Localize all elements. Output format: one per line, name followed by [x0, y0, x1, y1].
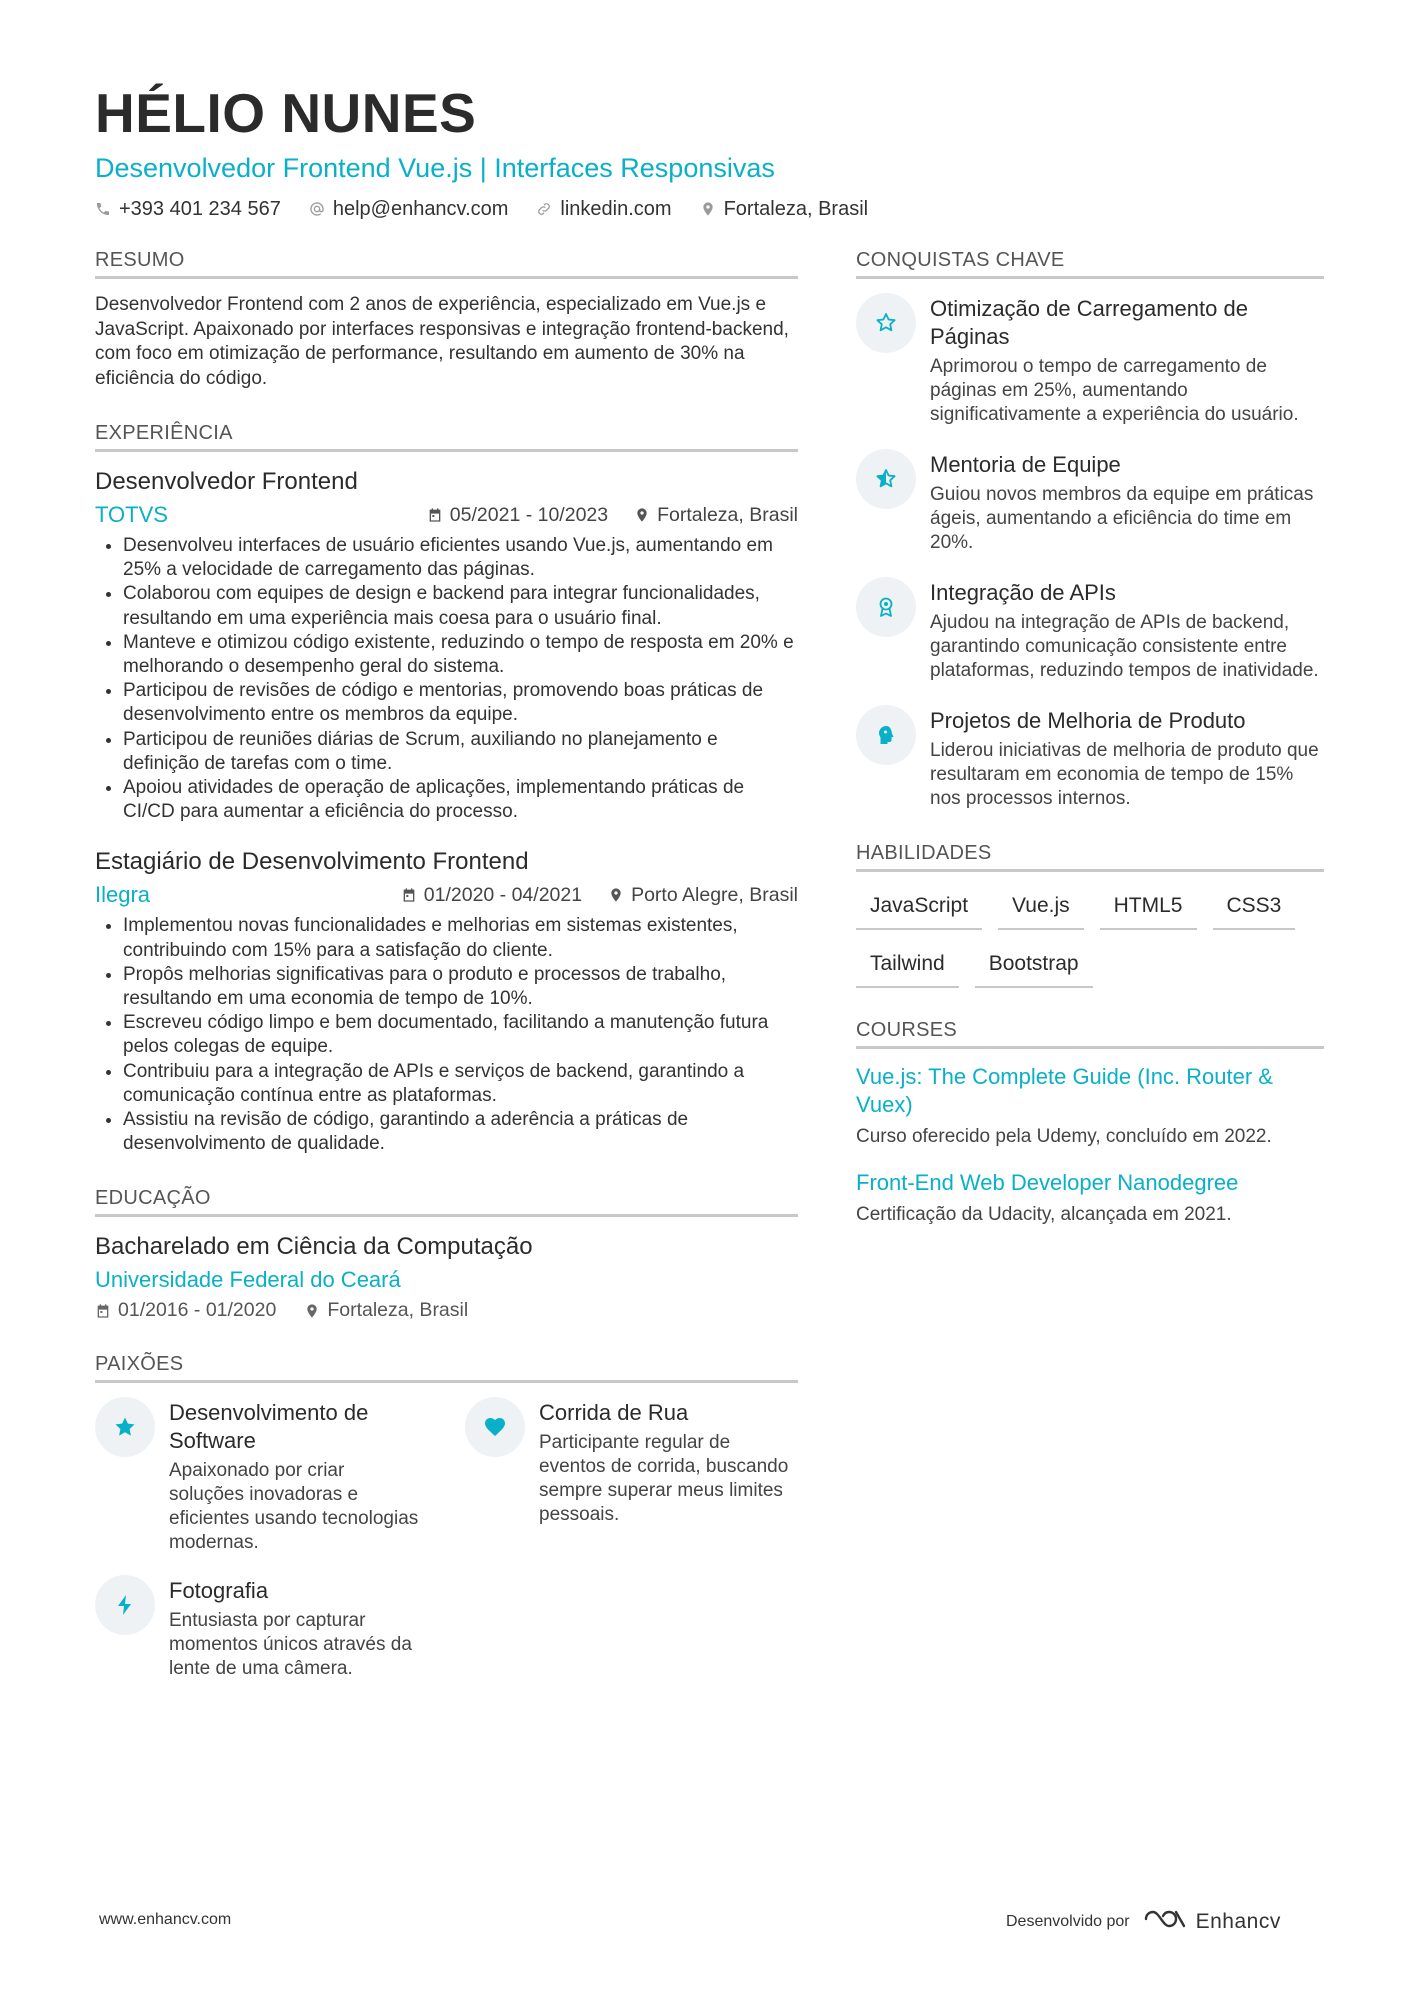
passion-desc: Participante regular de eventos de corrida, buscando sempre superar meus limites pessoais.	[539, 1432, 789, 1526]
job-bullet: • Participou de reuniões diárias de Scrum, auxiliando no planejamento e definição de tarefas com o time.	[123, 728, 798, 776]
education-location	[304, 1299, 468, 1322]
skills-heading: HABILIDADES	[856, 841, 1324, 872]
skills-list	[856, 886, 1324, 988]
job-bullet: • Colaborou com equipes de design e backend para integrar funcionalidades, resultando em uma experiência mais coesa para o usuário final.	[123, 582, 798, 630]
job-bullet: • Assistiu na revisão de código, garantindo a aderência a práticas de desenvolvimento de qualidade.	[123, 1108, 798, 1156]
job-bullets	[95, 914, 798, 1156]
achievement-item	[856, 293, 1324, 427]
passion-item	[465, 1397, 798, 1555]
candidate-tagline: Desenvolvedor Frontend Vue.js | Interfaces Responsivas	[95, 153, 775, 183]
map-pin-icon	[304, 1303, 320, 1319]
achievement-text	[930, 449, 1324, 555]
achievement-item	[856, 449, 1324, 555]
map-pin-icon	[700, 201, 718, 219]
link-icon	[536, 201, 554, 219]
experience-section	[95, 421, 798, 1156]
contact-email-text: help@enhancv.com	[332, 198, 509, 220]
enhancv-brand-name: Enhancv	[1195, 1909, 1281, 1933]
achievement-text	[930, 577, 1324, 683]
achievement-title: Mentoria de Equipe	[930, 452, 1121, 477]
job-bullet: • Desenvolveu interfaces de usuário eficientes usando Vue.js, aumentando em 25% a velocidade de carregamento das páginas.	[123, 534, 798, 582]
job-dates	[427, 504, 608, 527]
job-dates-text: 01/2020 - 04/2021	[423, 883, 583, 906]
course-item	[856, 1169, 1324, 1227]
job-location-text: Porto Alegre, Brasil	[631, 883, 798, 906]
achievement-desc: Guiou novos membros da equipe em práticas ágeis, aumentando a eficiência do time em 20%.	[930, 484, 1314, 553]
map-pin-icon	[634, 507, 650, 523]
resume-header	[95, 78, 1325, 221]
footer-powered-by: Desenvolvido por	[1006, 1912, 1130, 1930]
skill-tag: HTML5	[1100, 886, 1197, 930]
job-bullet: • Escreveu código limpo e bem documentado, facilitando a manutenção futura pelos colegas de equipe.	[123, 1011, 798, 1059]
job-entry	[95, 466, 798, 824]
job-bullet: • Contribuiu para a integração de APIs e serviços de backend, garantindo a comunicação contínua entre as plataformas.	[123, 1060, 798, 1108]
job-meta	[95, 500, 798, 530]
passion-title: Corrida de Rua	[539, 1400, 689, 1426]
job-bullet: • Manteve e otimizou código existente, reduzindo o tempo de resposta em 20% e melhorando o desempenho geral do sistema.	[123, 631, 798, 679]
passion-text	[539, 1397, 789, 1555]
achievement-title: Projetos de Melhoria de Produto	[930, 708, 1246, 733]
bolt-icon	[95, 1575, 155, 1635]
summary-heading: RESUMO	[95, 248, 798, 279]
courses-section	[856, 1018, 1324, 1227]
education-school: Universidade Federal do Ceará	[95, 1267, 401, 1293]
passion-item	[95, 1575, 465, 1681]
passion-text	[169, 1575, 419, 1681]
job-bullets	[95, 534, 798, 824]
passion-desc: Apaixonado por criar soluções inovadoras e eficientes usando tecnologias modernas.	[169, 1460, 419, 1554]
experience-heading: EXPERIÊNCIA	[95, 421, 798, 452]
enhancv-logo-icon	[1142, 1906, 1188, 1937]
job-title: Estagiário de Desenvolvimento Frontend	[95, 848, 529, 876]
contact-email[interactable]	[309, 198, 509, 221]
education-dates	[95, 1299, 276, 1322]
courses-heading: COURSES	[856, 1018, 1324, 1049]
candidate-name: HÉLIO NUNES	[95, 82, 477, 144]
phone-icon	[95, 201, 113, 219]
heart-icon	[465, 1397, 525, 1457]
job-entry	[95, 846, 798, 1156]
skill-tag: Tailwind	[856, 944, 959, 988]
passion-desc: Entusiasta por capturar momentos únicos através da lente de uma câmera.	[169, 1610, 412, 1680]
passion-title: Desenvolvimento de Software	[169, 1400, 369, 1454]
star-icon	[95, 1397, 155, 1457]
at-icon	[309, 201, 327, 219]
course-item	[856, 1063, 1324, 1149]
job-dates	[401, 884, 582, 907]
course-title[interactable]: Front-End Web Developer Nanodegree	[856, 1170, 1239, 1195]
calendar-icon	[95, 1303, 111, 1319]
job-location	[634, 504, 798, 527]
job-bullet: • Implementou novas funcionalidades e melhorias em sistemas existentes, contribuindo com 15% para a satisfação do cliente.	[123, 914, 798, 962]
passions-grid	[95, 1397, 798, 1681]
education-dates-text: 01/2016 - 01/2020	[118, 1299, 277, 1322]
brain-icon	[856, 705, 916, 765]
education-location-text: Fortaleza, Brasil	[327, 1299, 469, 1322]
course-desc: Certificação da Udacity, alcançada em 2021.	[856, 1204, 1232, 1225]
job-location	[608, 884, 798, 907]
education-section	[95, 1186, 798, 1322]
job-meta	[95, 880, 798, 910]
achievement-item	[856, 577, 1324, 683]
enhancv-logo	[1142, 1906, 1281, 1937]
job-title: Desenvolvedor Frontend	[95, 468, 358, 495]
contact-bar	[95, 198, 1325, 221]
achievement-text	[930, 705, 1324, 811]
star-outline-icon	[856, 293, 916, 353]
achievement-desc: Aprimorou o tempo de carregamento de páginas em 25%, aumentando significativamente a experiência do usuário.	[930, 356, 1299, 425]
course-title[interactable]: Vue.js: The Complete Guide (Inc. Router & Vuex)	[856, 1064, 1273, 1117]
contact-phone[interactable]	[95, 198, 281, 221]
calendar-icon	[427, 507, 443, 523]
star-half-icon	[856, 449, 916, 509]
job-bullet: • Participou de revisões de código e mentorias, promovendo boas práticas de desenvolvimento entre os membros da equipe.	[123, 679, 798, 727]
education-degree: Bacharelado em Ciência da Computação	[95, 1233, 533, 1261]
company-name: TOTVS	[95, 502, 168, 527]
contact-phone-text: +393 401 234 567	[119, 198, 281, 220]
job-location-text: Fortaleza, Brasil	[657, 503, 798, 526]
company-name: Ilegra	[95, 882, 151, 908]
contact-location-text: Fortaleza, Brasil	[723, 198, 869, 220]
footer-website[interactable]: www.enhancv.com	[99, 1911, 232, 1928]
skill-tag: CSS3	[1213, 886, 1296, 930]
achievement-desc: Ajudou na integração de APIs de backend, garantindo comunicação consistente entre plataformas, reduzindo tempos de inatividade.	[930, 612, 1319, 681]
job-dates-text: 05/2021 - 10/2023	[449, 503, 609, 526]
achievements-section	[856, 248, 1324, 811]
achievement-title: Otimização de Carregamento de Páginas	[930, 296, 1248, 349]
left-column	[95, 248, 798, 1711]
passion-text	[169, 1397, 419, 1555]
achievement-text	[930, 293, 1324, 427]
passion-title: Fotografia	[169, 1578, 269, 1604]
calendar-icon	[401, 887, 417, 903]
achievement-title: Integração de APIs	[930, 580, 1116, 605]
job-bullet: • Propôs melhorias significativas para o produto e processos de trabalho, resultando em uma economia de tempo de 10%.	[123, 963, 798, 1011]
job-bullet: • Apoiou atividades de operação de aplicações, implementando práticas de CI/CD para aumentar a eficiência do processo.	[123, 776, 798, 824]
summary-text: Desenvolvedor Frontend com 2 anos de experiência, especializado em Vue.js e JavaScript. Apaixonado por interfaces responsivas e integração frontend-backend, com foco em otimização de performance, resultando em aumento de 30% na eficiência do código.	[95, 294, 789, 389]
passions-section	[95, 1352, 798, 1681]
contact-linkedin[interactable]	[536, 198, 671, 221]
course-desc: Curso oferecido pela Udemy, concluído em 2022.	[856, 1126, 1272, 1147]
education-meta	[95, 1299, 798, 1322]
map-pin-icon	[608, 887, 624, 903]
passions-heading: PAIXÕES	[95, 1352, 798, 1383]
education-heading: EDUCAÇÃO	[95, 1186, 798, 1217]
achievement-item	[856, 705, 1324, 811]
skill-tag: JavaScript	[856, 886, 982, 930]
contact-linkedin-text: linkedin.com	[560, 198, 672, 220]
skill-tag: Vue.js	[998, 886, 1084, 930]
footer-branding[interactable]	[1006, 1906, 1281, 1937]
right-column	[856, 248, 1324, 1257]
summary-section	[95, 248, 798, 391]
achievement-desc: Liderou iniciativas de melhoria de produto que resultaram em economia de tempo de 15% nos processos internos.	[930, 740, 1319, 809]
skills-section	[856, 841, 1324, 988]
skill-tag: Bootstrap	[975, 944, 1093, 988]
passion-item	[95, 1397, 465, 1555]
award-icon	[856, 577, 916, 637]
achievements-heading: CONQUISTAS CHAVE	[856, 248, 1324, 279]
contact-location	[700, 198, 869, 221]
